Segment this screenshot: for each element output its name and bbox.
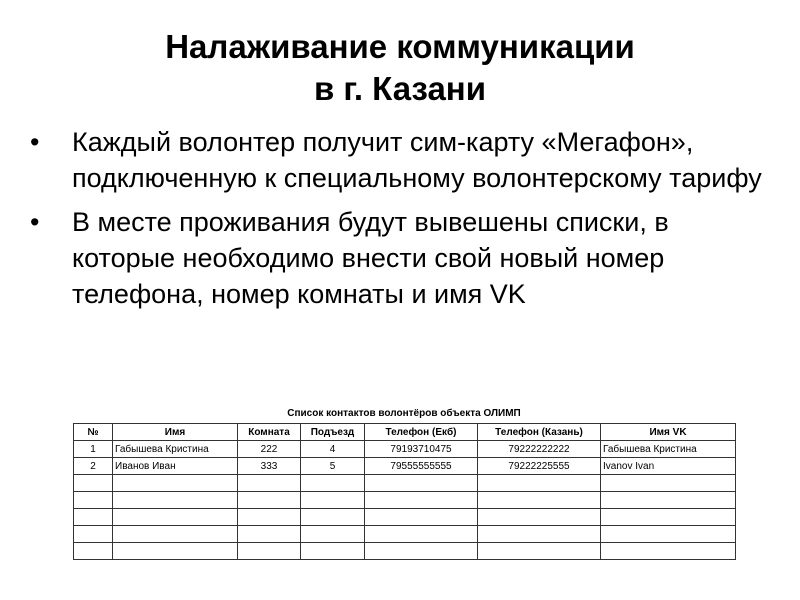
table-cell: [301, 509, 365, 526]
table-cell: [238, 509, 301, 526]
table-cell: [365, 492, 478, 509]
table-cell: [301, 475, 365, 492]
table-cell: [478, 543, 601, 560]
table-cell: Иванов Иван: [113, 458, 238, 475]
bullet-list: [30, 124, 770, 320]
empty-table-row: [74, 475, 736, 492]
table-row: [74, 441, 736, 458]
table-cell: 4: [301, 441, 365, 458]
table-cell: Ivanov Ivan: [601, 458, 736, 475]
column-header: Имя VK: [601, 424, 736, 441]
table-cell: 79222225555: [478, 458, 601, 475]
table-cell: [238, 475, 301, 492]
table-cell: [601, 543, 736, 560]
table-cell: [301, 492, 365, 509]
column-header: Телефон (Казань): [478, 424, 601, 441]
table-cell: [601, 509, 736, 526]
table-cell: [74, 526, 113, 543]
table-cell: [365, 475, 478, 492]
table-cell: [601, 492, 736, 509]
table-cell: [238, 492, 301, 509]
table-cell: [74, 509, 113, 526]
table-header-row: [74, 424, 736, 441]
table-cell: 79555555555: [365, 458, 478, 475]
table-cell: [113, 492, 238, 509]
table-cell: [113, 509, 238, 526]
table-cell: [365, 526, 478, 543]
contacts-table: [73, 423, 736, 560]
table-cell: 5: [301, 458, 365, 475]
table-cell: [478, 509, 601, 526]
table-cell: [478, 526, 601, 543]
empty-table-row: [74, 543, 736, 560]
table-cell: Габышева Кристина: [113, 441, 238, 458]
table-cell: [113, 475, 238, 492]
table-cell: [365, 509, 478, 526]
empty-table-row: [74, 492, 736, 509]
table-cell: [113, 543, 238, 560]
table-cell: 79193710475: [365, 441, 478, 458]
table-cell: [478, 492, 601, 509]
title-line-1: Налаживание коммуникации: [165, 28, 635, 65]
table-cell: 1: [74, 441, 113, 458]
table-cell: [301, 543, 365, 560]
column-header: Комната: [238, 424, 301, 441]
empty-table-row: [74, 526, 736, 543]
column-header: Подъезд: [301, 424, 365, 441]
table-cell: [601, 526, 736, 543]
table-cell: [74, 543, 113, 560]
table-cell: 2: [74, 458, 113, 475]
bullet-item: • Каждый волонтер получит сим-карту «Мегафон», подключенную к специальному волонтерскому тарифу: [30, 124, 770, 196]
table-caption: Список контактов волонтёров объекта ОЛИМП: [287, 408, 521, 419]
bullet-icon: •: [30, 127, 40, 157]
table-cell: [74, 475, 113, 492]
column-header: Имя: [113, 424, 238, 441]
slide-title: [0, 26, 800, 110]
table-cell: 333: [238, 458, 301, 475]
table-cell: [74, 492, 113, 509]
table-row: [74, 458, 736, 475]
table-cell: Габышева Кристина: [601, 441, 736, 458]
column-header: Телефон (Екб): [365, 424, 478, 441]
empty-table-row: [74, 509, 736, 526]
title-line-2: в г. Казани: [313, 70, 487, 107]
table-cell: [601, 475, 736, 492]
bullet-item: • В месте проживания будут вывешены списки, в которые необходимо внести свой новый номер телефона, номер комнаты и имя VK: [30, 204, 770, 312]
column-header: №: [74, 424, 113, 441]
table-cell: [365, 543, 478, 560]
table-cell: [301, 526, 365, 543]
bullet-icon: •: [30, 207, 40, 237]
table-cell: 222: [238, 441, 301, 458]
table-cell: [478, 475, 601, 492]
table-cell: [238, 526, 301, 543]
table-cell: [238, 543, 301, 560]
table-cell: [113, 526, 238, 543]
table-cell: 79222222222: [478, 441, 601, 458]
